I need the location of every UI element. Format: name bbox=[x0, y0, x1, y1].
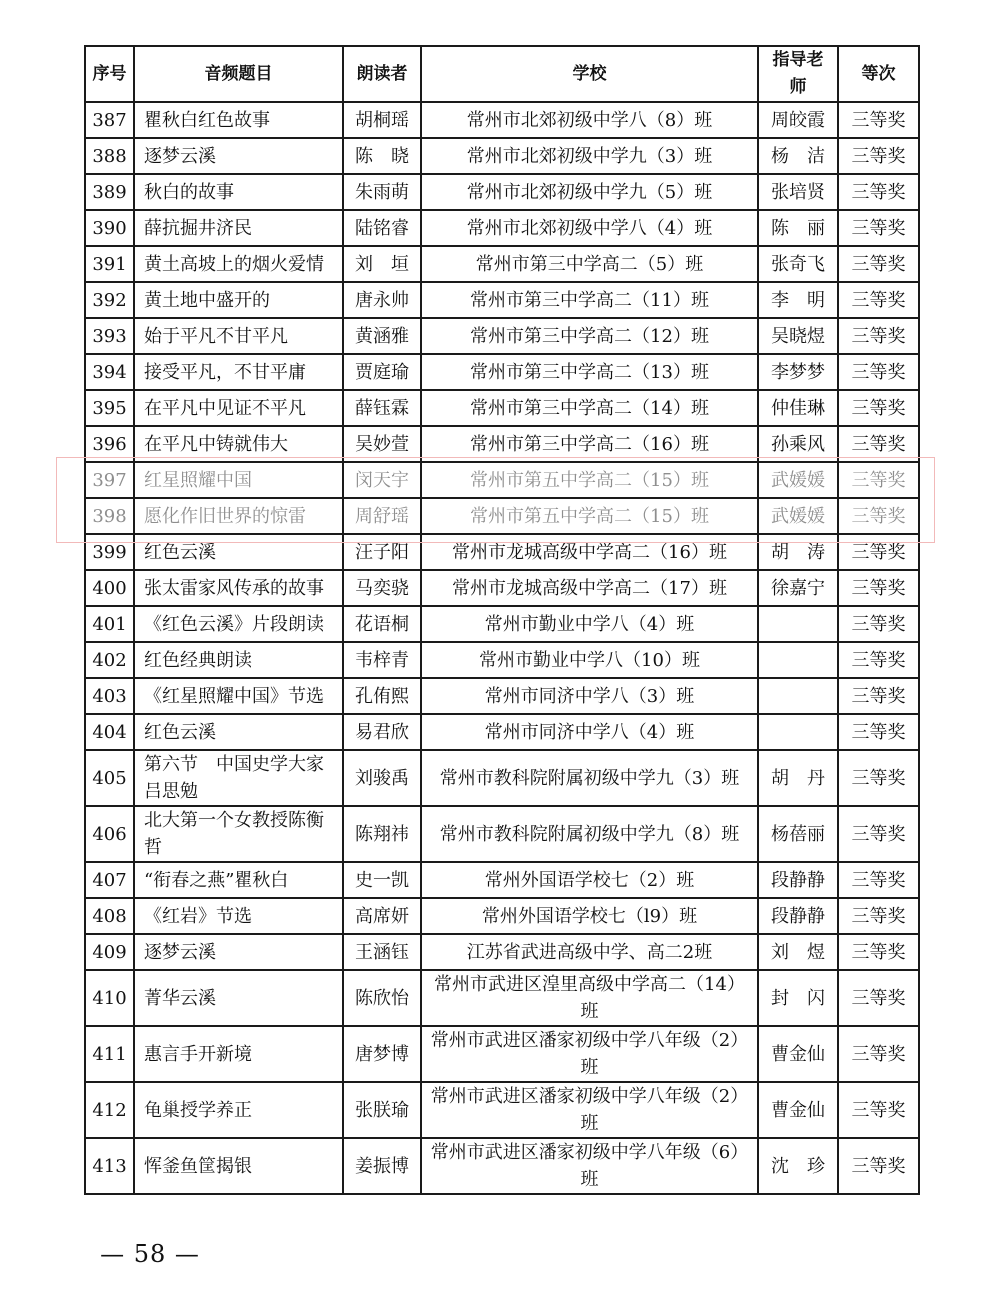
award-grade: 三等奖 bbox=[838, 678, 919, 714]
table-row bbox=[85, 210, 919, 246]
award-grade: 三等奖 bbox=[838, 498, 919, 534]
audio-title: 北大第一个女教授陈衡哲 bbox=[134, 806, 343, 862]
award-grade: 三等奖 bbox=[838, 970, 919, 1026]
audio-title: 接受平凡，不甘平庸 bbox=[134, 354, 343, 390]
table-row bbox=[85, 934, 919, 970]
school-name: 常州市北郊初级中学八（8）班 bbox=[421, 102, 758, 138]
school-name: 常州市勤业中学八（4）班 bbox=[421, 606, 758, 642]
row-number: 402 bbox=[85, 642, 134, 678]
audio-title: 秋白的故事 bbox=[134, 174, 343, 210]
reader-name: 刘骏禹 bbox=[343, 750, 421, 806]
school-name: 常州市武进区潘家初级中学八年级（6）班 bbox=[421, 1138, 758, 1194]
school-name: 常州市北郊初级中学九（5）班 bbox=[421, 174, 758, 210]
award-grade: 三等奖 bbox=[838, 642, 919, 678]
school-name: 常州市教科院附属初级中学九（3）班 bbox=[421, 750, 758, 806]
school-name: 常州市龙城高级中学高二（17）班 bbox=[421, 570, 758, 606]
teacher-name bbox=[758, 606, 838, 642]
award-grade: 三等奖 bbox=[838, 210, 919, 246]
audio-title: 第六节 中国史学大家吕思勉 bbox=[134, 750, 343, 806]
table-row bbox=[85, 282, 919, 318]
audio-title: “衔春之燕”瞿秋白 bbox=[134, 862, 343, 898]
table-row bbox=[85, 498, 919, 534]
row-number: 396 bbox=[85, 426, 134, 462]
row-number: 388 bbox=[85, 138, 134, 174]
reader-name: 汪子阳 bbox=[343, 534, 421, 570]
award-grade: 三等奖 bbox=[838, 606, 919, 642]
audio-title: 在平凡中铸就伟大 bbox=[134, 426, 343, 462]
audio-title: 龟巢授学养正 bbox=[134, 1082, 343, 1138]
table-row bbox=[85, 426, 919, 462]
teacher-name: 曹金仙 bbox=[758, 1026, 838, 1082]
school-name: 常州市武进区湟里高级中学高二（14）班 bbox=[421, 970, 758, 1026]
row-number: 412 bbox=[85, 1082, 134, 1138]
award-grade: 三等奖 bbox=[838, 1082, 919, 1138]
school-name: 常州市龙城高级中学高二（16）班 bbox=[421, 534, 758, 570]
row-number: 413 bbox=[85, 1138, 134, 1194]
audio-title: 红色云溪 bbox=[134, 534, 343, 570]
row-number: 401 bbox=[85, 606, 134, 642]
reader-name: 史一凯 bbox=[343, 862, 421, 898]
audio-title: 薛抗掘井济民 bbox=[134, 210, 343, 246]
teacher-name: 陈 丽 bbox=[758, 210, 838, 246]
row-number: 398 bbox=[85, 498, 134, 534]
school-name: 常州市教科院附属初级中学九（8）班 bbox=[421, 806, 758, 862]
reader-name: 王涵钰 bbox=[343, 934, 421, 970]
reader-name: 刘 垣 bbox=[343, 246, 421, 282]
teacher-name: 吴晓煜 bbox=[758, 318, 838, 354]
table-row bbox=[85, 102, 919, 138]
audio-title: 逐梦云溪 bbox=[134, 934, 343, 970]
school-name: 常州市第五中学高二（15）班 bbox=[421, 498, 758, 534]
award-grade: 三等奖 bbox=[838, 750, 919, 806]
row-number: 393 bbox=[85, 318, 134, 354]
award-grade: 三等奖 bbox=[838, 1026, 919, 1082]
award-grade: 三等奖 bbox=[838, 862, 919, 898]
award-grade: 三等奖 bbox=[838, 1138, 919, 1194]
school-name: 常州市第三中学高二（14）班 bbox=[421, 390, 758, 426]
row-number: 390 bbox=[85, 210, 134, 246]
audio-title: 愿化作旧世界的惊雷 bbox=[134, 498, 343, 534]
reader-name: 朱雨萌 bbox=[343, 174, 421, 210]
teacher-name: 周皎霞 bbox=[758, 102, 838, 138]
teacher-name: 武媛媛 bbox=[758, 498, 838, 534]
award-grade: 三等奖 bbox=[838, 102, 919, 138]
reader-name: 花语桐 bbox=[343, 606, 421, 642]
school-name: 常州市第五中学高二（15）班 bbox=[421, 462, 758, 498]
reader-name: 姜振博 bbox=[343, 1138, 421, 1194]
award-grade: 三等奖 bbox=[838, 246, 919, 282]
reader-name: 贾庭瑜 bbox=[343, 354, 421, 390]
table-row bbox=[85, 1082, 919, 1138]
teacher-name bbox=[758, 642, 838, 678]
header-reader: 朗读者 bbox=[343, 46, 421, 102]
reader-name: 闵天宇 bbox=[343, 462, 421, 498]
teacher-name: 仲佳琳 bbox=[758, 390, 838, 426]
school-name: 常州外国语学校七（2）班 bbox=[421, 862, 758, 898]
table-row bbox=[85, 462, 919, 498]
reader-name: 唐永帅 bbox=[343, 282, 421, 318]
teacher-name: 曹金仙 bbox=[758, 1082, 838, 1138]
audio-title: 始于平凡不甘平凡 bbox=[134, 318, 343, 354]
header-grade: 等次 bbox=[838, 46, 919, 102]
teacher-name: 孙乘风 bbox=[758, 426, 838, 462]
audio-title: 《红星照耀中国》节选 bbox=[134, 678, 343, 714]
table-row bbox=[85, 138, 919, 174]
table-row bbox=[85, 354, 919, 390]
table-row bbox=[85, 174, 919, 210]
table-row bbox=[85, 246, 919, 282]
table-row bbox=[85, 642, 919, 678]
table-row bbox=[85, 806, 919, 862]
reader-name: 胡桐瑶 bbox=[343, 102, 421, 138]
header-teacher: 指导老师 bbox=[758, 46, 838, 102]
school-name: 常州市武进区潘家初级中学八年级（2）班 bbox=[421, 1082, 758, 1138]
row-number: 389 bbox=[85, 174, 134, 210]
teacher-name: 李梦梦 bbox=[758, 354, 838, 390]
reader-name: 周舒瑶 bbox=[343, 498, 421, 534]
teacher-name: 段静静 bbox=[758, 898, 838, 934]
row-number: 397 bbox=[85, 462, 134, 498]
school-name: 常州市第三中学高二（12）班 bbox=[421, 318, 758, 354]
audio-title: 黄土地中盛开的 bbox=[134, 282, 343, 318]
table-row bbox=[85, 750, 919, 806]
audio-title: 逐梦云溪 bbox=[134, 138, 343, 174]
reader-name: 韦梓青 bbox=[343, 642, 421, 678]
teacher-name: 杨 洁 bbox=[758, 138, 838, 174]
header-number: 序号 bbox=[85, 46, 134, 102]
award-grade: 三等奖 bbox=[838, 534, 919, 570]
audio-title: 恽釜鱼筐揭银 bbox=[134, 1138, 343, 1194]
teacher-name: 胡 涛 bbox=[758, 534, 838, 570]
school-name: 常州市勤业中学八（10）班 bbox=[421, 642, 758, 678]
reader-name: 高席妍 bbox=[343, 898, 421, 934]
teacher-name: 徐嘉宁 bbox=[758, 570, 838, 606]
teacher-name: 段静静 bbox=[758, 862, 838, 898]
reader-name: 陈欣怡 bbox=[343, 970, 421, 1026]
audio-title: 红色云溪 bbox=[134, 714, 343, 750]
table-row bbox=[85, 534, 919, 570]
reader-name: 吴妙萱 bbox=[343, 426, 421, 462]
table-row bbox=[85, 862, 919, 898]
row-number: 394 bbox=[85, 354, 134, 390]
school-name: 常州市同济中学八（4）班 bbox=[421, 714, 758, 750]
page-number: — 58 — bbox=[100, 1240, 200, 1268]
award-grade: 三等奖 bbox=[838, 138, 919, 174]
reader-name: 黄涵雅 bbox=[343, 318, 421, 354]
row-number: 395 bbox=[85, 390, 134, 426]
award-grade: 三等奖 bbox=[838, 714, 919, 750]
row-number: 410 bbox=[85, 970, 134, 1026]
table-header-row bbox=[85, 46, 919, 102]
table-row bbox=[85, 570, 919, 606]
audio-title: 瞿秋白红色故事 bbox=[134, 102, 343, 138]
header-school: 学校 bbox=[421, 46, 758, 102]
reader-name: 马奕骁 bbox=[343, 570, 421, 606]
awards-table bbox=[84, 45, 920, 1195]
reader-name: 唐梦博 bbox=[343, 1026, 421, 1082]
teacher-name: 杨蓓丽 bbox=[758, 806, 838, 862]
award-grade: 三等奖 bbox=[838, 354, 919, 390]
table-row bbox=[85, 898, 919, 934]
header-audio-title: 音频题目 bbox=[134, 46, 343, 102]
award-grade: 三等奖 bbox=[838, 390, 919, 426]
row-number: 399 bbox=[85, 534, 134, 570]
award-grade: 三等奖 bbox=[838, 318, 919, 354]
row-number: 411 bbox=[85, 1026, 134, 1082]
table-row bbox=[85, 390, 919, 426]
row-number: 407 bbox=[85, 862, 134, 898]
row-number: 403 bbox=[85, 678, 134, 714]
audio-title: 张太雷家风传承的故事 bbox=[134, 570, 343, 606]
award-grade: 三等奖 bbox=[838, 570, 919, 606]
teacher-name: 李 明 bbox=[758, 282, 838, 318]
teacher-name: 武媛媛 bbox=[758, 462, 838, 498]
teacher-name: 张培贤 bbox=[758, 174, 838, 210]
table-row bbox=[85, 1026, 919, 1082]
school-name: 常州市武进区潘家初级中学八年级（2）班 bbox=[421, 1026, 758, 1082]
teacher-name: 张奇飞 bbox=[758, 246, 838, 282]
audio-title: 在平凡中见证不平凡 bbox=[134, 390, 343, 426]
audio-title: 红色经典朗读 bbox=[134, 642, 343, 678]
school-name: 常州市北郊初级中学九（3）班 bbox=[421, 138, 758, 174]
audio-title: 黄土高坡上的烟火爱情 bbox=[134, 246, 343, 282]
teacher-name: 胡 丹 bbox=[758, 750, 838, 806]
award-grade: 三等奖 bbox=[838, 426, 919, 462]
row-number: 408 bbox=[85, 898, 134, 934]
school-name: 常州市第三中学高二（11）班 bbox=[421, 282, 758, 318]
table-row bbox=[85, 678, 919, 714]
reader-name: 陈翔祎 bbox=[343, 806, 421, 862]
table-row bbox=[85, 606, 919, 642]
table-body bbox=[85, 102, 919, 1194]
reader-name: 陈 晓 bbox=[343, 138, 421, 174]
table-row bbox=[85, 318, 919, 354]
award-grade: 三等奖 bbox=[838, 898, 919, 934]
school-name: 常州市第三中学高二（13）班 bbox=[421, 354, 758, 390]
row-number: 409 bbox=[85, 934, 134, 970]
row-number: 400 bbox=[85, 570, 134, 606]
award-grade: 三等奖 bbox=[838, 174, 919, 210]
table-row bbox=[85, 1138, 919, 1194]
reader-name: 张朕瑜 bbox=[343, 1082, 421, 1138]
teacher-name: 刘 煜 bbox=[758, 934, 838, 970]
reader-name: 易君欣 bbox=[343, 714, 421, 750]
school-name: 常州市第三中学高二（5）班 bbox=[421, 246, 758, 282]
school-name: 常州市第三中学高二（16）班 bbox=[421, 426, 758, 462]
audio-title: 红星照耀中国 bbox=[134, 462, 343, 498]
audio-title: 惠言手开新境 bbox=[134, 1026, 343, 1082]
teacher-name bbox=[758, 678, 838, 714]
row-number: 391 bbox=[85, 246, 134, 282]
school-name: 常州外国语学校七（l9）班 bbox=[421, 898, 758, 934]
school-name: 常州市北郊初级中学八（4）班 bbox=[421, 210, 758, 246]
row-number: 392 bbox=[85, 282, 134, 318]
teacher-name bbox=[758, 714, 838, 750]
school-name: 江苏省武进高级中学、高二2班 bbox=[421, 934, 758, 970]
award-grade: 三等奖 bbox=[838, 806, 919, 862]
teacher-name: 沈 珍 bbox=[758, 1138, 838, 1194]
row-number: 404 bbox=[85, 714, 134, 750]
award-grade: 三等奖 bbox=[838, 934, 919, 970]
row-number: 406 bbox=[85, 806, 134, 862]
award-grade: 三等奖 bbox=[838, 462, 919, 498]
row-number: 387 bbox=[85, 102, 134, 138]
table-row bbox=[85, 714, 919, 750]
table-row bbox=[85, 970, 919, 1026]
audio-title: 《红岩》节选 bbox=[134, 898, 343, 934]
audio-title: 菁华云溪 bbox=[134, 970, 343, 1026]
reader-name: 孔侑熙 bbox=[343, 678, 421, 714]
teacher-name: 封 闪 bbox=[758, 970, 838, 1026]
reader-name: 薛钰霖 bbox=[343, 390, 421, 426]
reader-name: 陆铭睿 bbox=[343, 210, 421, 246]
audio-title: 《红色云溪》片段朗读 bbox=[134, 606, 343, 642]
school-name: 常州市同济中学八（3）班 bbox=[421, 678, 758, 714]
award-grade: 三等奖 bbox=[838, 282, 919, 318]
row-number: 405 bbox=[85, 750, 134, 806]
